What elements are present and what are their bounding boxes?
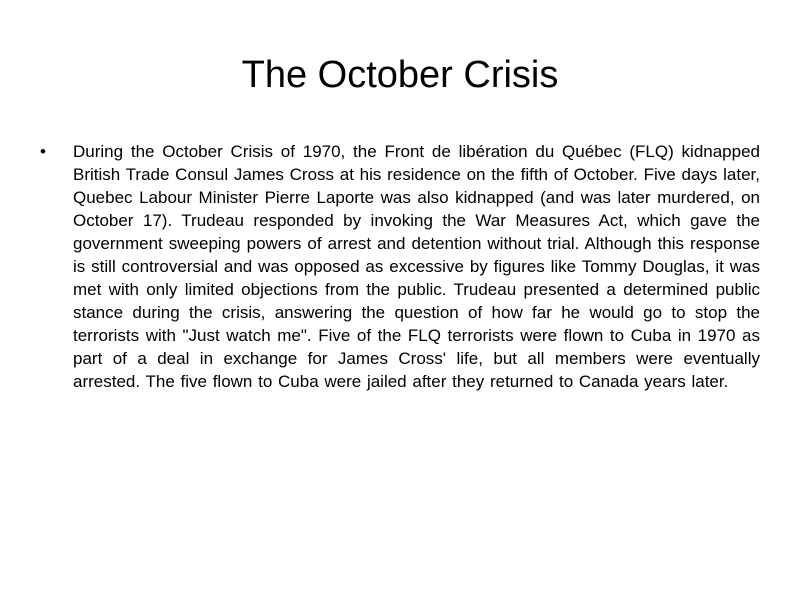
bullet-list <box>40 140 760 393</box>
slide-title: The October Crisis <box>241 54 559 96</box>
bullet-item <box>40 140 760 393</box>
bullet-icon: • <box>40 142 46 161</box>
bullet-text: During the October Crisis of 1970, the Front de libération du Québec (FLQ) kidnapped British Trade Consul James Cross at his residence on the fifth of October. Five days later, Quebec Labour Minister Pierre Laporte was also kidnapped (and was later murdered, on October 17). Trudeau responded by invoking the War Measures Act, which gave the government sweeping powers of arrest and detention without trial. Although this response is still controversial and was opposed as excessive by figures like Tommy Douglas, it was met with only limited objections from the public. Trudeau presented a determined public stance during the crisis, answering the question of how far he would go to stop the terrorists with "Just watch me". Five of the FLQ terrorists were flown to Cuba in 1970 as part of a deal in exchange for James Cross' life, but all members were eventually arrested. The five flown to Cuba were jailed after they returned to Canada years later. <box>73 142 760 391</box>
slide-content <box>40 140 760 540</box>
